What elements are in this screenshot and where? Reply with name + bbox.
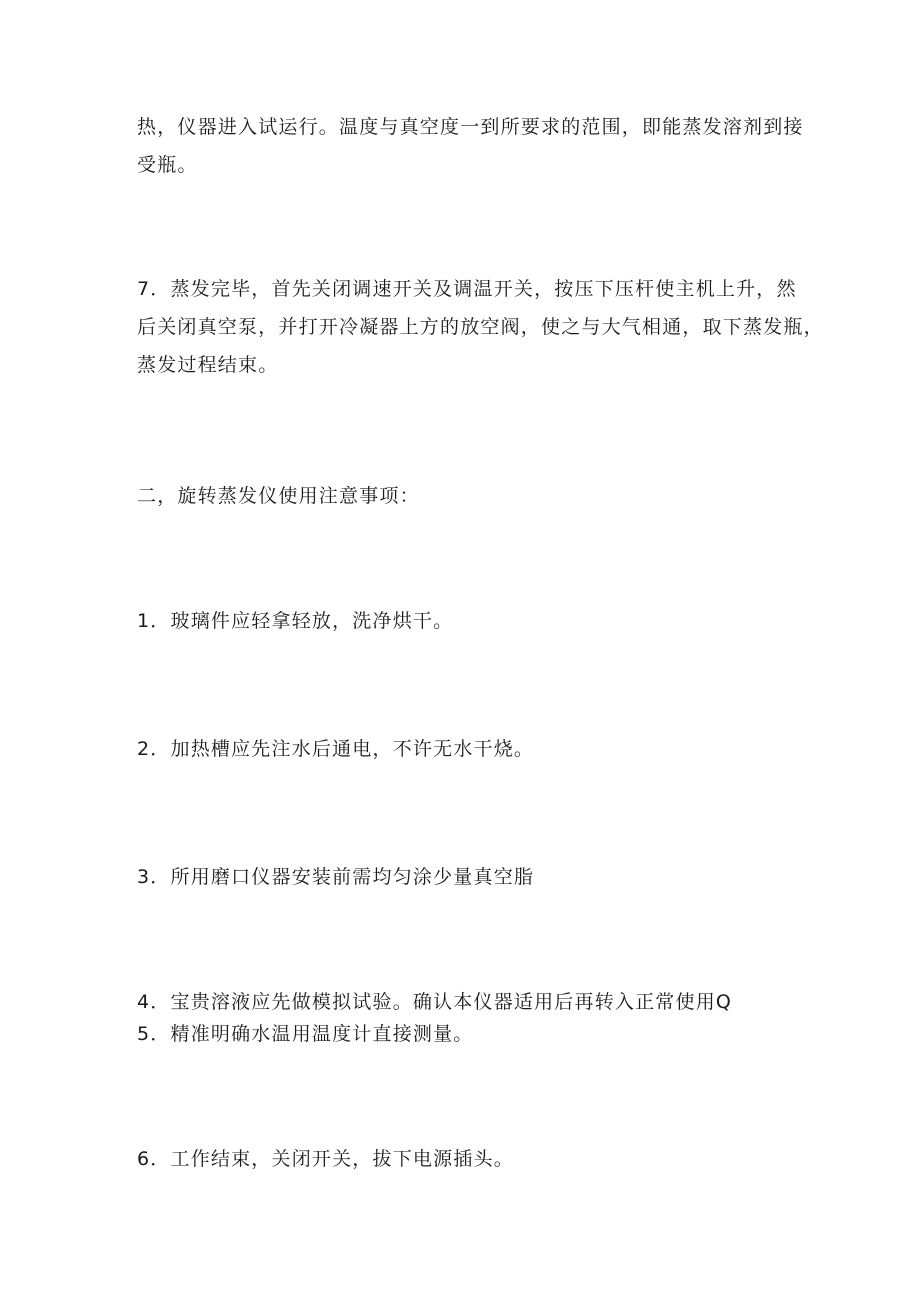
list-item-text: 2．加热槽应先注水后通电，不许无水干烧。 — [137, 738, 535, 760]
text-line: 后关闭真空泵，并打开冷凝器上方的放空阀，使之与大气相通，取下蒸发瓶， — [137, 316, 824, 338]
paragraph-step6-continued — [137, 108, 804, 184]
list-item-text: 3．所用磨口仪器安装前需均匀涂少量真空脂 — [137, 866, 535, 888]
list-item-text: 4．宝贵溶液应先做模拟试验。确认本仪器适用后再转入正常使用Q — [137, 991, 733, 1013]
paragraph-step7 — [137, 270, 824, 384]
list-item-text: 1．玻璃件应轻拿轻放，洗净烘干。 — [137, 610, 454, 632]
list-item-group — [137, 986, 797, 1050]
list-item — [137, 730, 797, 768]
text-line: 蒸发过程结束。 — [137, 354, 279, 376]
list-item-text: 5．精准明确水温用温度计直接测量。 — [137, 1023, 474, 1045]
list-item — [137, 1140, 797, 1178]
list-item — [137, 858, 797, 896]
section-heading-text: 二，旋转蒸发仪使用注意事项： — [137, 485, 420, 507]
text-line: 7．蒸发完毕，首先关闭调速开关及调温开关，按压下压杆使主机上升，然 — [137, 278, 797, 300]
text-line: 受瓶。 — [137, 154, 198, 176]
list-item — [137, 602, 797, 640]
text-line: 热，仪器进入试运行。温度与真空度一到所要求的范围，即能蒸发溶剂到接 — [137, 116, 804, 138]
section-heading — [137, 477, 797, 515]
list-item-text: 6．工作结束，关闭开关，拔下电源插头。 — [137, 1148, 514, 1170]
